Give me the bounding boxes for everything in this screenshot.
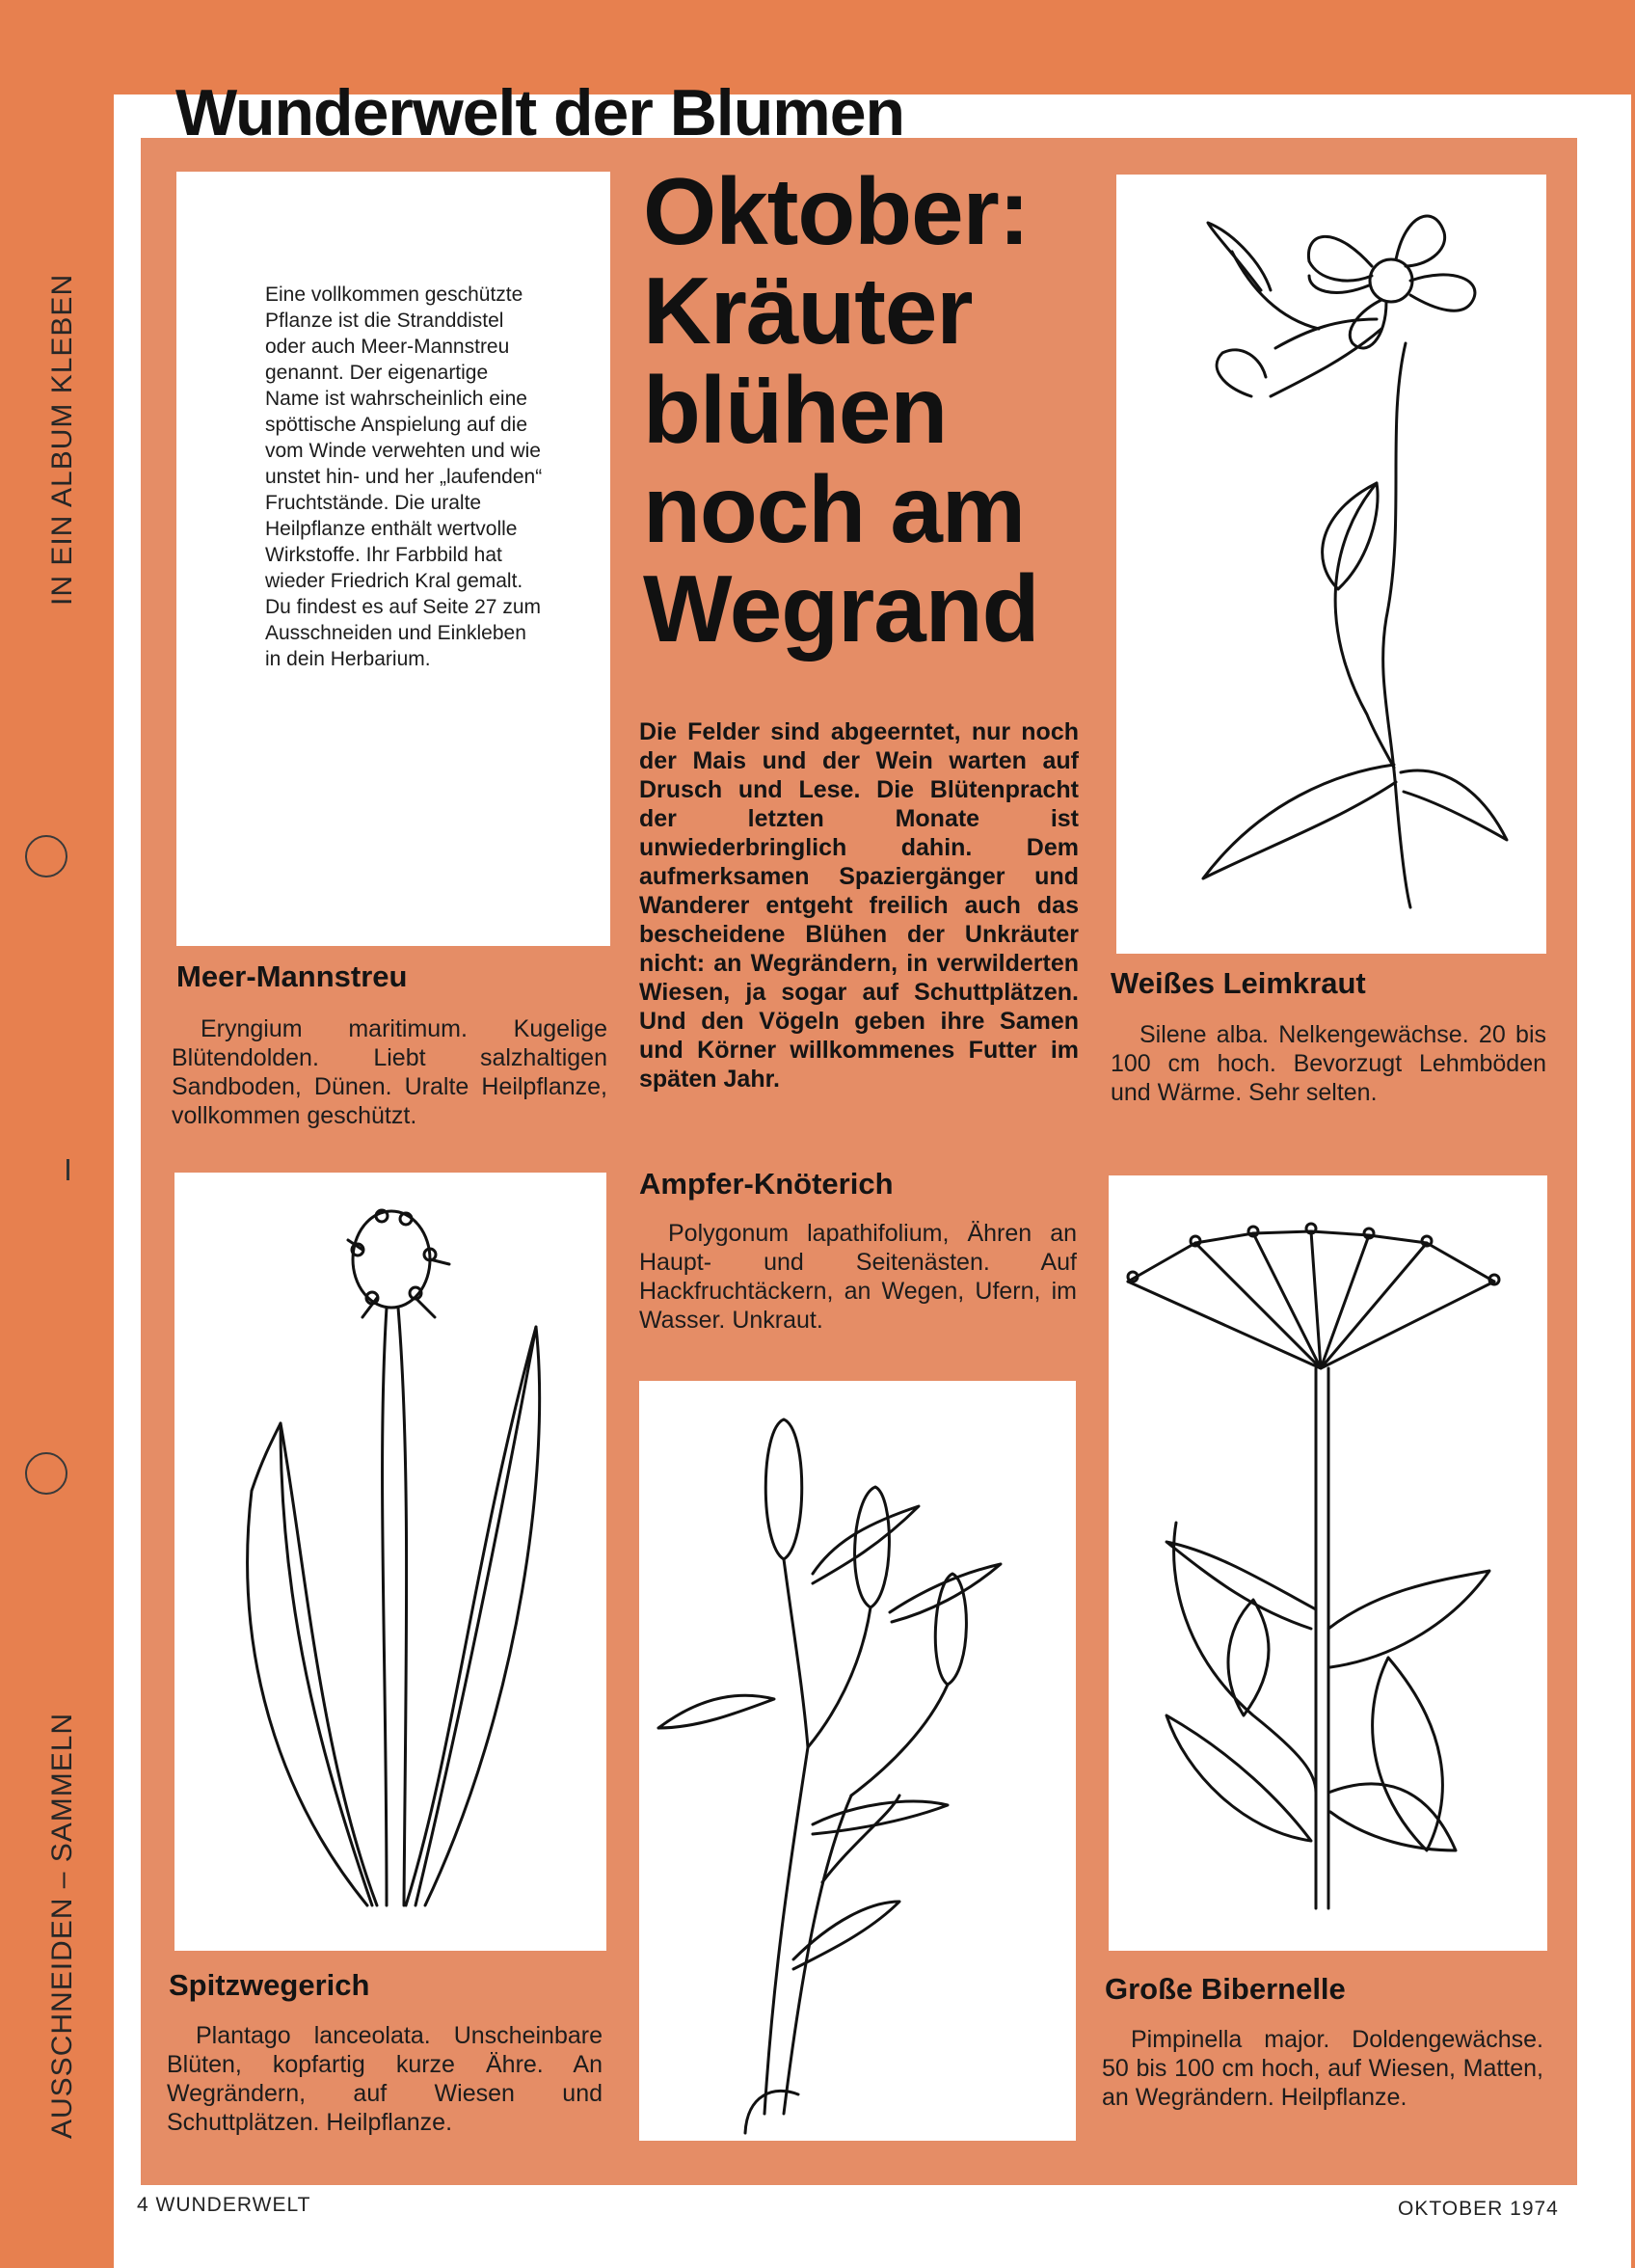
plant-title-meer-mannstreu: Meer-Mannstreu (176, 959, 408, 993)
plant-title-ampfer-knoeterich: Ampfer-Knöterich (639, 1167, 894, 1201)
punch-hole (25, 835, 67, 878)
intro-text: Eine vollkommen geschützte Pflanze ist die Stranddistel oder auch Meer-Mannstreu genannt. Der eigenartige Name ist wahrscheinlich eine spöttische Anspielung auf die vom Winde verwehten und wie unstet hin- und her „laufenden“ Fruchtstände. Die uralte Heilpflanze enthält wertvolle Wirkstoffe. Ihr Farbbild hat wieder Friedrich Kral gemalt. Du findest es auf Seite 27 zum Ausschneiden und Einkleben in dein Herbarium. (265, 284, 543, 670)
headline-line: noch am (643, 456, 1025, 562)
issue-date: OKTOBER 1974 (1398, 2198, 1559, 2220)
plant-description-leimkraut: Silene alba. Nelkengewächse. 20 bis 100 cm hoch. Bevorzugt Lehmböden und Wärme. Sehr selten. (1111, 1021, 1546, 1106)
headline-line: Wegrand (643, 555, 1039, 662)
plant-description-ampfer-knoeterich: Polygonum lapathifolium, Ähren an Haupt- und Seitenästen. Auf Hackfruchtäckern, an Wegen, Ufern, im Wasser. Unkraut. (639, 1220, 1077, 1334)
intro-box (176, 172, 610, 946)
plant-title-spitzwegerich: Spitzwegerich (169, 1968, 370, 2002)
headline (643, 158, 1039, 662)
leimkraut-illustration (1116, 175, 1546, 954)
spitzwegerich-illustration (174, 1173, 606, 1951)
bibernelle-illustration (1109, 1175, 1547, 1951)
cut-mark (67, 1159, 69, 1180)
punch-hole (25, 1452, 67, 1495)
headline-line: Kräuter (643, 257, 973, 364)
side-label-album: IN EIN ALBUM KLEBEN (46, 273, 78, 606)
page-number: 4 WUNDERWELT (137, 2194, 311, 2216)
headline-line: Oktober: (643, 158, 1030, 264)
magazine-brand: Wunderwelt der Blumen (175, 76, 905, 149)
plant-title-leimkraut: Weißes Leimkraut (1111, 966, 1366, 1000)
plant-description-bibernelle: Pimpinella major. Doldengewächse. 50 bis 100 cm hoch, auf Wiesen, Matten, an Wegrändern. Heilpflanze. (1102, 2026, 1543, 2111)
headline-line: blühen (643, 357, 948, 463)
plant-description-spitzwegerich: Plantago lanceolata. Unscheinbare Blüten, kopfartig kurze Ähre. An Wegrändern, auf Wiesen und Schuttplätzen. Heilpflanze. (167, 2022, 603, 2136)
plant-title-bibernelle: Große Bibernelle (1105, 1972, 1346, 2006)
lead-paragraph: Die Felder sind abgeerntet, nur noch der Mais und der Wein warten auf Drusch und Lese. Die Blütenpracht der letzten Monate ist unwiederbringlich dahin. Dem aufmerksamen Spaziergänger und Wanderer entgeht freilich auch das bescheidene Blühen der Unkräuter nicht: an Wegrändern, in verwilderten Wiesen, ja sogar auf Schuttplätzen. Und den Vögeln geben ihre Samen und Körner willkommenes Futter im späten Jahr. (639, 718, 1079, 1093)
plant-description-meer-mannstreu: Eryngium maritimum. Kugelige Blütendolden. Liebt salzhaltigen Sandboden, Dünen. Uralte Heilpflanze, vollkommen geschützt. (172, 1015, 607, 1129)
knoeterich-illustration (639, 1381, 1076, 2141)
side-label-sammeln: AUSSCHNEIDEN – SAMMELN (46, 1712, 78, 2139)
